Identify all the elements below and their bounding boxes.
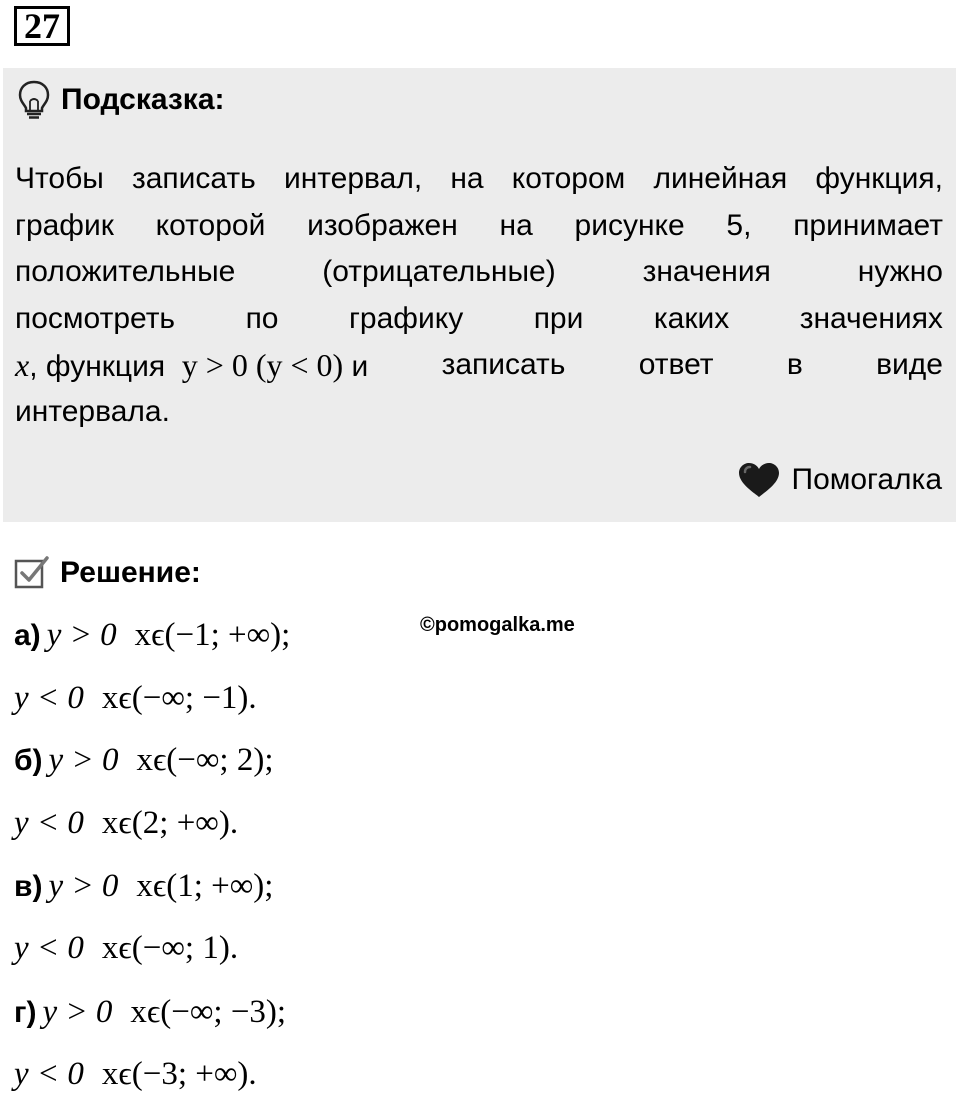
answer-interval: xϵ(−∞; 2); (136, 742, 274, 778)
answer-condition: y > 0 (46, 617, 117, 653)
answer-condition: y < 0 (14, 680, 84, 716)
word: функция, (815, 162, 943, 195)
answer-interval: xϵ(−∞; −1). (101, 680, 257, 716)
word: и (351, 350, 369, 383)
answer-label: б) (14, 744, 43, 777)
word: на (450, 162, 484, 195)
answer-interval: xϵ(−∞; −3); (130, 994, 287, 1030)
answer-line (14, 742, 274, 779)
hint-text (15, 156, 943, 435)
word: на (499, 208, 533, 242)
var-x: x (15, 347, 30, 383)
solution-title: Решение: (60, 556, 201, 589)
word: принимает (793, 208, 943, 242)
answer-line (14, 617, 290, 654)
hint-title: Подсказка: (61, 83, 225, 116)
word: записать (131, 162, 256, 195)
x-condition-phrase (15, 342, 368, 389)
hint-line-3 (15, 249, 943, 296)
answer-line (14, 994, 286, 1031)
hint-header (17, 80, 225, 120)
brand (736, 458, 943, 502)
answer-condition: y > 0 (42, 994, 113, 1030)
word: интервал, (283, 162, 423, 195)
word: 5, (726, 208, 752, 242)
solution-header (14, 553, 201, 593)
answer-label: а) (14, 619, 41, 652)
word: ответ (638, 348, 714, 381)
hint-line-6 (15, 389, 943, 436)
word: (отрицательные) (322, 255, 556, 288)
word: каких (653, 301, 730, 335)
answer-line (14, 805, 238, 842)
word: положительные (15, 255, 236, 288)
word: значениях (799, 301, 943, 335)
word: , функция (29, 350, 166, 383)
answer-interval: xϵ(1; +∞); (136, 868, 274, 904)
hint-panel (3, 68, 956, 522)
hint-line-1 (15, 156, 943, 203)
answer-line (14, 868, 273, 905)
answer-condition: y > 0 (48, 868, 119, 904)
answer-interval: xϵ(−∞; 1). (101, 930, 239, 966)
heart-icon (736, 460, 782, 500)
answer-line (14, 680, 257, 717)
brand-name: Помогалка (791, 463, 942, 496)
word: котором (511, 162, 626, 195)
word: значения (642, 255, 771, 288)
word: изображен (307, 208, 458, 242)
answer-condition: y < 0 (14, 930, 84, 966)
word: график (15, 208, 114, 242)
lightbulb-icon (17, 80, 51, 120)
word: при (533, 301, 584, 335)
answer-label: г) (14, 996, 37, 1029)
hint-line-5 (15, 342, 943, 389)
word: записать (441, 348, 566, 381)
answer-label: в) (14, 870, 43, 903)
y-condition: y > 0 (y < 0) (181, 347, 344, 383)
checkbox-icon (14, 555, 50, 591)
word: линейная (653, 162, 788, 195)
answer-condition: y < 0 (14, 805, 84, 841)
word: по (245, 301, 279, 335)
answer-interval: xϵ(−1; +∞); (134, 617, 291, 653)
word: виде (876, 348, 943, 381)
word: интервала. (15, 394, 170, 428)
word: рисунке (574, 208, 685, 242)
answer-interval: xϵ(−3; +∞). (101, 1056, 257, 1092)
word: Чтобы (15, 162, 104, 195)
task-number: 27 (14, 6, 70, 46)
watermark: ©pomogalka.me (420, 614, 575, 636)
answer-line (14, 930, 238, 967)
hint-line-2 (15, 203, 943, 250)
answer-condition: y < 0 (14, 1056, 84, 1092)
answer-line (14, 1056, 257, 1093)
word: которой (155, 208, 266, 242)
answer-condition: y > 0 (48, 742, 119, 778)
word: графику (348, 301, 464, 335)
word: нужно (857, 255, 943, 288)
word: в (786, 348, 803, 381)
word: посмотреть (15, 301, 176, 335)
hint-line-4 (15, 296, 943, 343)
answer-interval: xϵ(2; +∞). (101, 805, 239, 841)
